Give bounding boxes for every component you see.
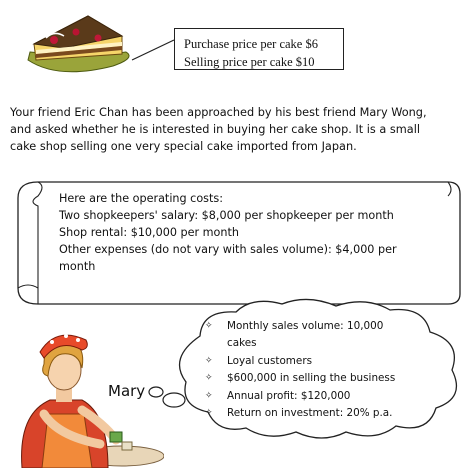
costs-line: Two shopkeepers' salary: $8,000 per shopkeeper per month: [59, 209, 394, 222]
diamond-bullet-icon: ✧: [205, 408, 213, 419]
diamond-bullet-icon: ✧: [205, 355, 213, 366]
intro-line: cake shop selling one very special cake imported from Japan.: [10, 140, 357, 153]
item-text: $600,000 in selling the business: [227, 372, 396, 385]
operating-costs-text: [59, 190, 439, 275]
costs-line: Shop rental: $10,000 per month: [59, 226, 239, 239]
list-item: [205, 353, 425, 370]
costs-line: Other expenses (do not vary with sales volume): $4,000 per: [59, 243, 397, 256]
selling-price-text: Selling price per cake $10: [184, 55, 315, 69]
item-text: cakes: [227, 337, 257, 350]
diamond-bullet-icon: ✧: [205, 321, 213, 331]
diamond-bullet-icon: ✧: [205, 373, 213, 384]
costs-line: month: [59, 260, 96, 273]
mary-label: Mary: [108, 382, 146, 400]
cake-slice-illustration: [18, 8, 138, 78]
costs-line: Here are the operating costs:: [59, 192, 223, 205]
price-box: [174, 28, 344, 70]
business-facts-list: [205, 318, 425, 422]
intro-line: and asked whether he is interested in buying her cake shop. It is a small: [10, 123, 421, 136]
list-item: [205, 370, 425, 387]
list-item: [205, 405, 425, 422]
intro-line: Your friend Eric Chan has been approached by his best friend Mary Wong,: [10, 106, 427, 119]
item-text: Return on investment: 20% p.a.: [227, 407, 393, 420]
list-item: [205, 388, 425, 405]
purchase-price-text: Purchase price per cake $6: [184, 37, 318, 51]
item-text: Loyal customers: [227, 354, 313, 367]
list-item: [205, 318, 425, 353]
intro-paragraph: [10, 104, 472, 155]
diamond-bullet-icon: ✧: [205, 390, 213, 401]
item-text: Monthly sales volume: 10,000: [227, 320, 384, 332]
callout-line: [130, 38, 176, 62]
item-text: Annual profit: $120,000: [227, 389, 351, 402]
